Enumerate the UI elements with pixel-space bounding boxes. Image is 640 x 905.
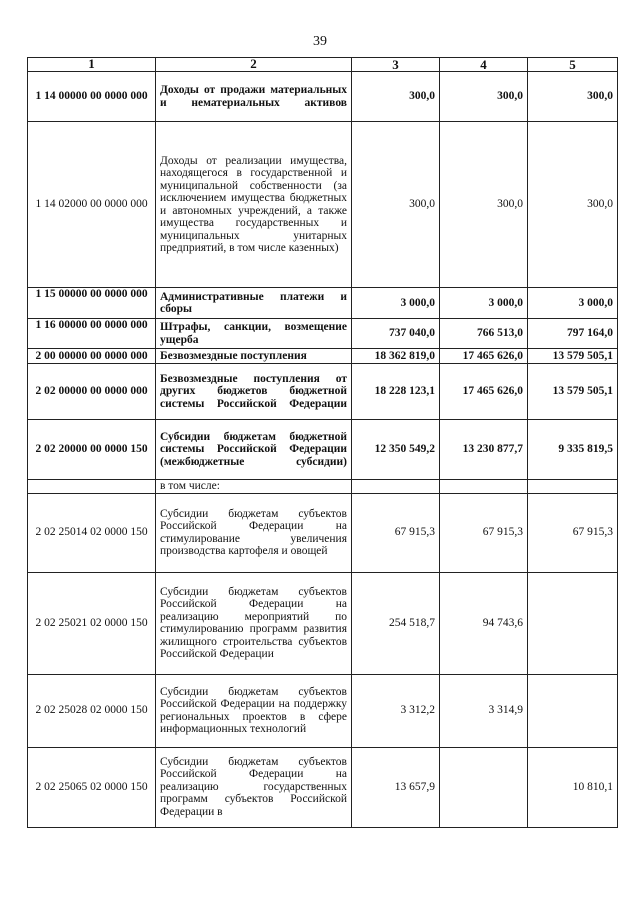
row-code: 2 02 20000 00 0000 150: [28, 420, 156, 480]
row-description: Субсидии бюджетам субъектов Российской Федерации на реализацию мероприятий по стимулированию программ развития жилищного строительства субъектов Российской Федерации: [156, 572, 352, 674]
row-value-col4: 17 465 626,0: [440, 349, 528, 364]
page-number: 39: [313, 34, 327, 49]
row-value-col5: 67 915,3: [528, 493, 618, 572]
row-value-col5: 9 335 819,5: [528, 420, 618, 480]
row-value-col4: [440, 747, 528, 827]
row-value-col5: 300,0: [528, 72, 618, 122]
row-description: в том числе:: [156, 480, 352, 494]
row-description: Доходы от реализации имущества, находящегося в государственной и муниципальной собственности (за исключением имущества бюджетных и автономных учреждений, а также имущества государственных и муниципальных унитарных предприятий, в том числе казенных): [156, 122, 352, 288]
row-value-col3: 300,0: [352, 122, 440, 288]
table-row: [28, 674, 618, 747]
row-value-col4: 17 465 626,0: [440, 364, 528, 420]
row-description: Субсидии бюджетам бюджетной системы Российской Федерации (межбюджетные субсидии): [156, 420, 352, 480]
table-row: [28, 480, 618, 494]
row-value-col3: 300,0: [352, 72, 440, 122]
row-value-col4: 300,0: [440, 72, 528, 122]
header-col-2: 2: [156, 58, 352, 72]
row-value-col4: 3 314,9: [440, 674, 528, 747]
row-value-col3: [352, 480, 440, 494]
table-row: [28, 349, 618, 364]
row-value-col5: 300,0: [528, 122, 618, 288]
row-code: 2 00 00000 00 0000 000: [28, 349, 156, 364]
row-description: Безвозмездные поступления от других бюджетов бюджетной системы Российской Федерации: [156, 364, 352, 420]
row-code: 1 16 00000 00 0000 000: [28, 319, 156, 349]
row-code: 1 14 00000 00 0000 000: [28, 72, 156, 122]
table-row: [28, 319, 618, 349]
row-value-col5: [528, 480, 618, 494]
row-description: Субсидии бюджетам субъектов Российской Федерации на стимулирование увеличения производства картофеля и овощей: [156, 493, 352, 572]
row-value-col5: [528, 674, 618, 747]
header-col-5: 5: [528, 58, 618, 72]
row-value-col4: [440, 480, 528, 494]
header-col-4: 4: [440, 58, 528, 72]
row-description: Субсидии бюджетам субъектов Российской Федерации на поддержку региональных проектов в сфере информационных технологий: [156, 674, 352, 747]
row-code: 2 02 00000 00 0000 000: [28, 364, 156, 420]
row-value-col5: [528, 572, 618, 674]
row-description: Субсидии бюджетам субъектов Российской Федерации на реализацию государственных программ субъектов Российской Федерации в: [156, 747, 352, 827]
row-value-col3: 13 657,9: [352, 747, 440, 827]
row-value-col5: 13 579 505,1: [528, 349, 618, 364]
row-code: 2 02 25065 02 0000 150: [28, 747, 156, 827]
row-description: Доходы от продажи материальных и нематериальных активов: [156, 72, 352, 122]
row-description: Штрафы, санкции, возмещение ущерба: [156, 319, 352, 349]
row-value-col4: 300,0: [440, 122, 528, 288]
row-value-col4: 67 915,3: [440, 493, 528, 572]
row-value-col5: 3 000,0: [528, 288, 618, 319]
row-value-col4: 3 000,0: [440, 288, 528, 319]
budget-table: [27, 57, 618, 828]
row-value-col3: 12 350 549,2: [352, 420, 440, 480]
row-value-col3: 254 518,7: [352, 572, 440, 674]
row-code: 1 15 00000 00 0000 000: [28, 288, 156, 319]
row-value-col4: 766 513,0: [440, 319, 528, 349]
row-code: 1 14 02000 00 0000 000: [28, 122, 156, 288]
row-code: 2 02 25014 02 0000 150: [28, 493, 156, 572]
row-value-col5: 13 579 505,1: [528, 364, 618, 420]
row-value-col3: 737 040,0: [352, 319, 440, 349]
row-code: [28, 480, 156, 494]
table-row: [28, 288, 618, 319]
table-row: [28, 493, 618, 572]
row-value-col3: 3 312,2: [352, 674, 440, 747]
table-row: [28, 72, 618, 122]
table-row: [28, 572, 618, 674]
row-value-col5: 797 164,0: [528, 319, 618, 349]
row-code: 2 02 25028 02 0000 150: [28, 674, 156, 747]
row-description: Административные платежи и сборы: [156, 288, 352, 319]
row-code: 2 02 25021 02 0000 150: [28, 572, 156, 674]
row-value-col3: 67 915,3: [352, 493, 440, 572]
header-col-1: 1: [28, 58, 156, 72]
table-row: [28, 364, 618, 420]
row-value-col3: 18 228 123,1: [352, 364, 440, 420]
header-row: [28, 58, 618, 72]
row-value-col3: 18 362 819,0: [352, 349, 440, 364]
table-row: [28, 122, 618, 288]
table-row: [28, 747, 618, 827]
row-value-col4: 94 743,6: [440, 572, 528, 674]
header-col-3: 3: [352, 58, 440, 72]
table-row: [28, 420, 618, 480]
row-description: Безвозмездные поступления: [156, 349, 352, 364]
row-value-col4: 13 230 877,7: [440, 420, 528, 480]
row-value-col5: 10 810,1: [528, 747, 618, 827]
row-value-col3: 3 000,0: [352, 288, 440, 319]
